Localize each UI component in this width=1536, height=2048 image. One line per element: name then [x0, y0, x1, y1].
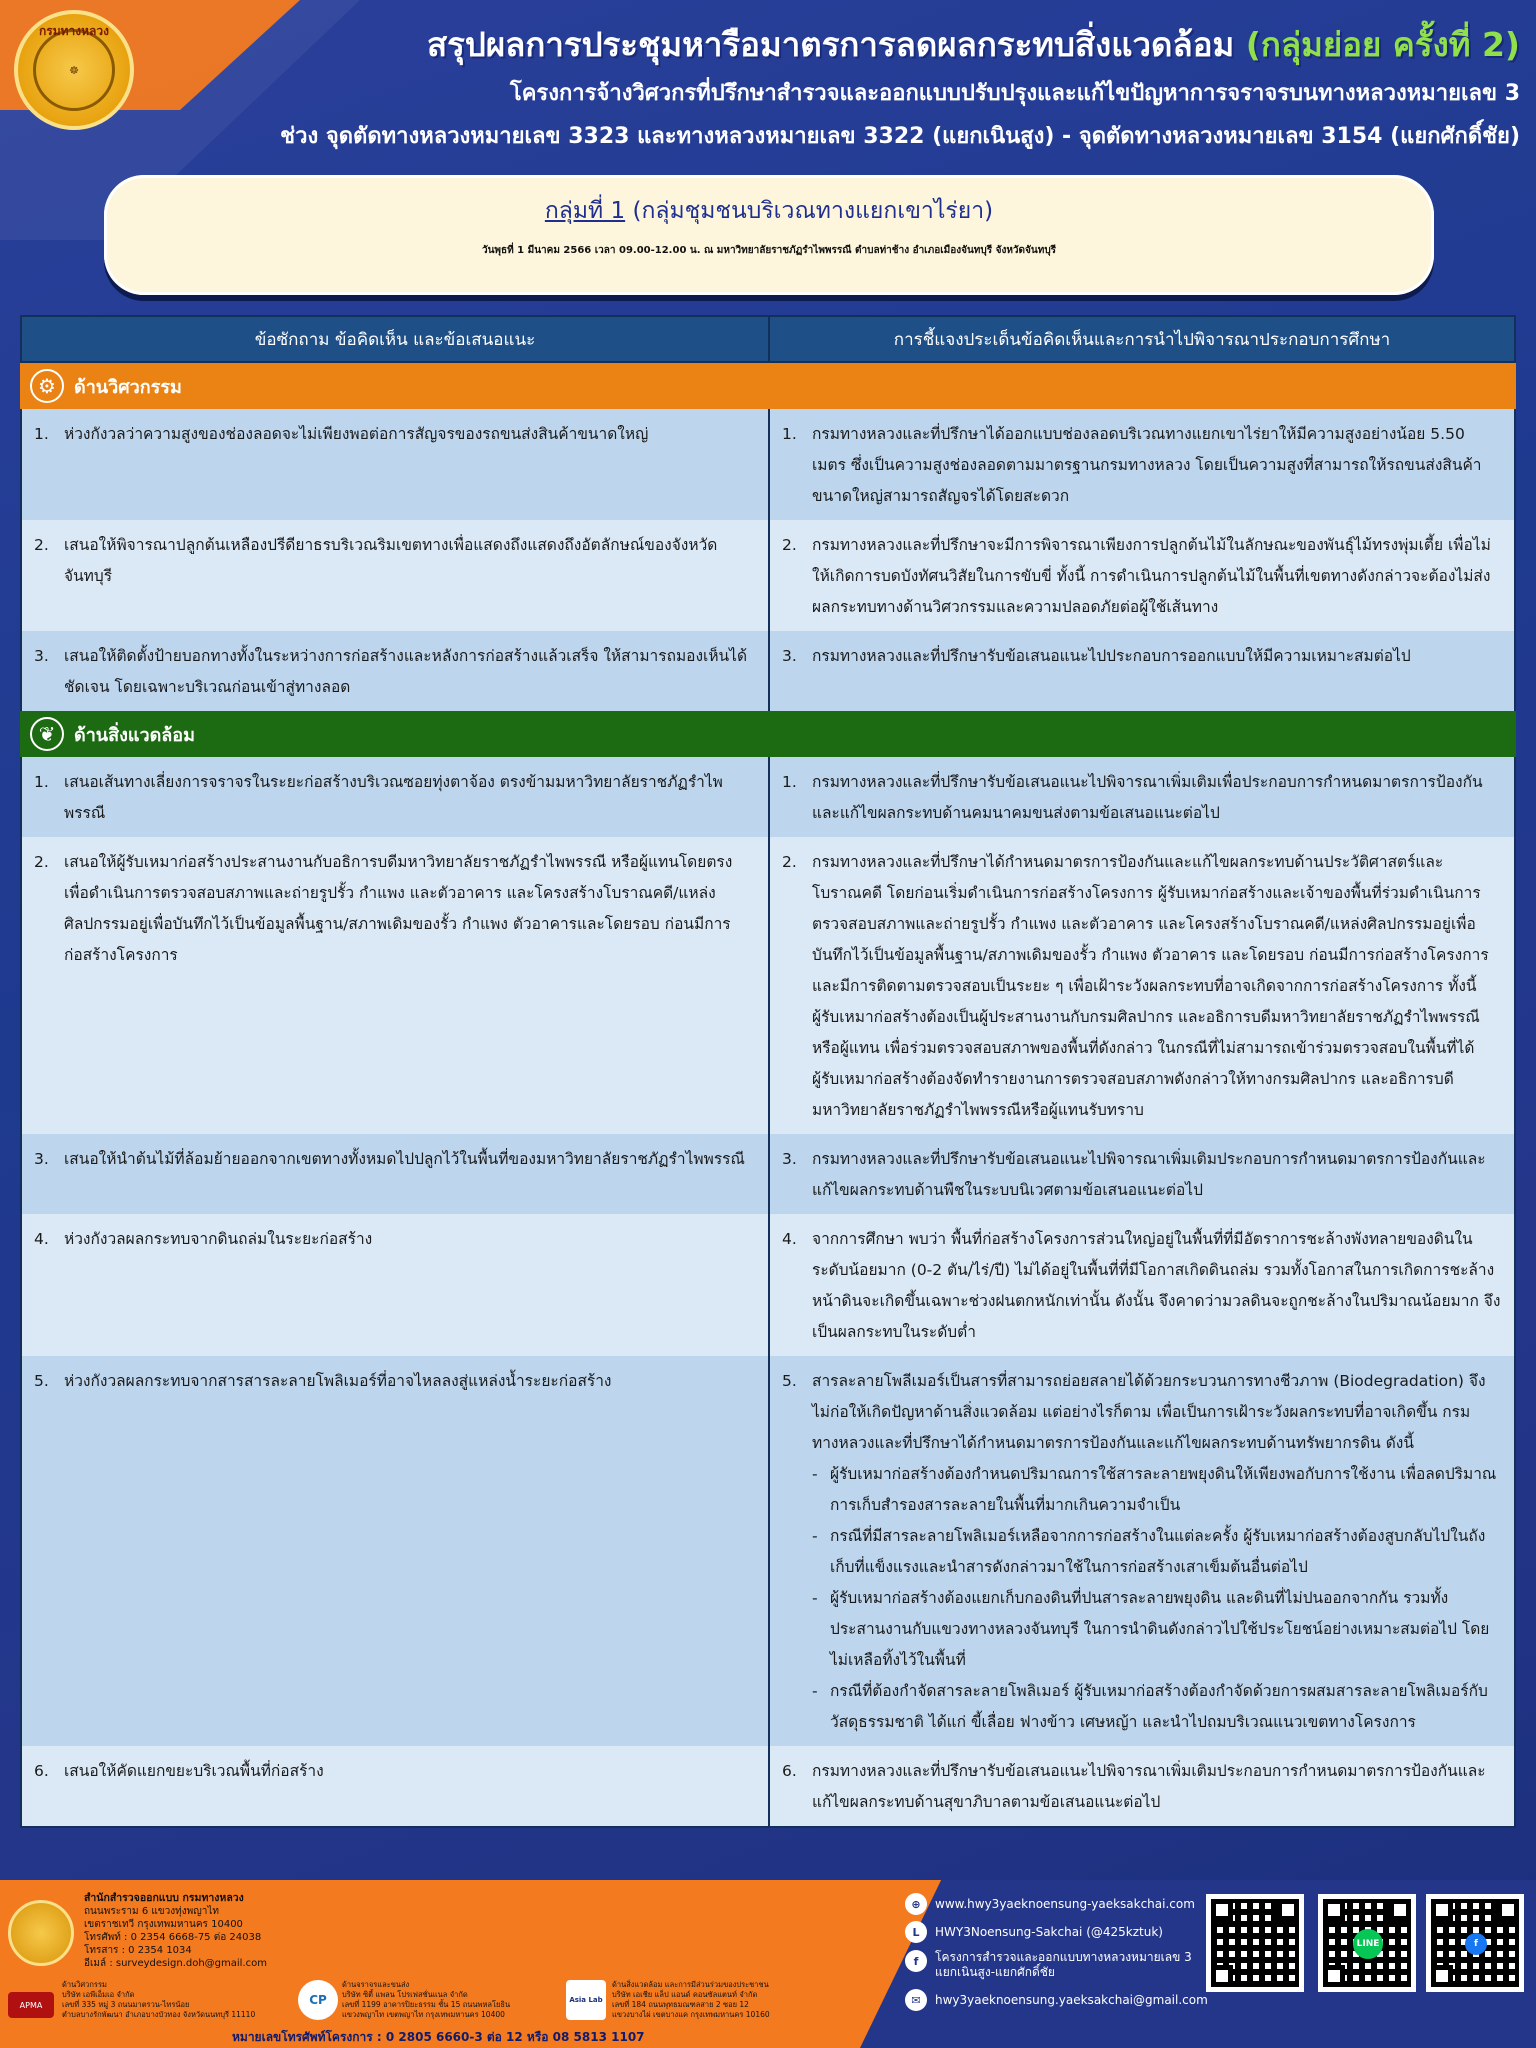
footer-org-contact: [84, 1892, 267, 1970]
qr-finder: [1211, 1899, 1233, 1921]
question-text: เสนอให้คัดแยกขยะบริเวณพื้นที่ก่อสร้าง: [64, 1762, 324, 1780]
response-text: กรมทางหลวงและที่ปรึกษารับข้อเสนอแนะไปพิจารณาเพิ่มเติมเพื่อประกอบการกำหนดมาตรการป้องกันและแก้ไขผลกระทบด้านคมนาคมขนส่งตามข้อเสนอแนะต่อไป: [812, 773, 1483, 822]
section-header: [20, 711, 1516, 757]
meeting-info-box: [104, 175, 1434, 295]
qr-finder: [1211, 1965, 1233, 1987]
question-cell: [22, 409, 768, 520]
response-cell: [768, 757, 1514, 837]
item-number: 4.: [782, 1230, 797, 1248]
question-cell: [22, 757, 768, 837]
org-line: โทรศัพท์ : 0 2354 6668-75 ต่อ 24038: [84, 1932, 262, 1943]
facebook-badge-icon: f: [1465, 1933, 1487, 1955]
item-number: 3.: [782, 1150, 797, 1168]
line-id[interactable]: HWY3Noensung-Sakchai (@425kztuk): [935, 1925, 1163, 1939]
item-number: 6.: [34, 1762, 49, 1780]
page-title: [427, 18, 1520, 71]
qr-finder: [1431, 1899, 1453, 1921]
group-label: กลุ่มที่ 1: [544, 198, 626, 224]
partner-logo-apma: APMA: [8, 1992, 54, 2018]
qr-finder: [1277, 1899, 1299, 1921]
question-cell: [22, 631, 768, 711]
question-text: ห่วงกังวลผลกระทบจากสารสารละลายโพลิเมอร์ที่อาจไหลลงสู่แหล่งน้ำระยะก่อสร้าง: [64, 1372, 612, 1390]
qr-code-line: [1318, 1894, 1416, 1992]
partner-line: แขวงบางไผ่ เขตบางแค กรุงเทพมหานคร 10160: [612, 2010, 770, 2019]
measure-text: ผู้รับเหมาก่อสร้างต้องกำหนดปริมาณการใช้สารละลายพยุงดินให้เพียงพอกับการใช้งาน เพื่อลดปริมาณการเก็บสำรองสารละลายในพื้นที่มากเกินความจำเป็น: [830, 1465, 1497, 1514]
question-cell: [22, 1746, 768, 1826]
item-number: 3.: [34, 647, 49, 665]
response-content: [812, 641, 1502, 703]
question-cell: [22, 837, 768, 1134]
title-accent: (กลุ่มย่อย ครั้งที่ 2): [1245, 25, 1520, 64]
partner-line: เลขที่ 335 หมู่ 3 ถนนมาตรวน-ไทรน้อย: [62, 2000, 190, 2009]
line-badge-icon: LINE: [1353, 1929, 1383, 1959]
response-content: [812, 1144, 1502, 1206]
email-address[interactable]: hwy3yaeknoensung.yaeksakchai@gmail.com: [935, 1993, 1208, 2007]
table-row: [20, 520, 1516, 631]
partner-logo-asialab: Asia Lab: [566, 1980, 606, 2020]
item-number: 5.: [34, 1372, 49, 1390]
question-text: เสนอให้นำต้นไม้ที่ล้อมย้ายออกจากเขตทางทั้งหมดไปปลูกไว้ในพื้นที่ของมหาวิทยาลัยราชภัฏรำไพพรรณี: [64, 1150, 745, 1168]
question-text: เสนอเส้นทางเลี่ยงการจราจรในระยะก่อสร้างบริเวณซอยทุ่งตาจ้อง ตรงข้ามมหาวิทยาลัยราชภัฏรำไพพรรณี: [64, 773, 723, 822]
section-title: ด้านสิ่งแวดล้อม: [74, 724, 195, 746]
mail-icon: ✉: [905, 1989, 927, 2011]
qr-finder: [1323, 1965, 1345, 1987]
item-number: 1.: [34, 773, 49, 791]
response-cell: [768, 520, 1514, 631]
item-number: 2.: [34, 853, 49, 871]
response-content: [812, 847, 1502, 1126]
response-cell: [768, 1134, 1514, 1214]
column-header-questions: ข้อซักถาม ข้อคิดเห็น และข้อเสนอแนะ: [254, 329, 536, 350]
response-text: จากการศึกษา พบว่า พื้นที่ก่อสร้างโครงการส่วนใหญ่อยู่ในพื้นที่ที่มีอัตราการชะล้างพังทลายของดินในระดับน้อยมาก (0-2 ตัน/ไร่/ปี) ไม่ได้อยู่ในพื้นที่ที่มีโอกาสเกิดดินถล่ม รวมทั้งโอกาสในการเกิดการชะล้างหน้าดินจะเกิดขึ้นเฉพาะช่วงฝนตกหนักเท่านั้น ดังนั้น จึงคาดว่ามวลดินจะถูกชะล้างในปริมาณน้อยมาก จึงเป็นผลกระทบในระดับต่ำ: [812, 1230, 1501, 1341]
item-number: 3.: [782, 647, 797, 665]
item-number: 2.: [782, 853, 797, 871]
section-title: ด้านวิศวกรรม: [74, 376, 182, 398]
item-number: 1.: [782, 425, 797, 443]
question-cell: [22, 1356, 768, 1746]
question-text: เสนอให้พิจารณาปลูกต้นเหลืองปรีดียาธรบริเวณริมเขตทางเพื่อแสดงถึงแสดงถึงอัตลักษณ์ของจังหวัดจันทบุรี: [64, 536, 718, 585]
measure-text: กรณีที่มีสารละลายโพลิเมอร์เหลือจากการก่อสร้างในแต่ละครั้ง ผู้รับเหมาก่อสร้างต้องสูบกลับไปในถังเก็บที่แข็งแรงและนำสารดังกล่าวมาใช้ในการก่อสร้างเสาเข็มต้นอื่นต่อไป: [830, 1527, 1486, 1576]
table-row: [20, 757, 1516, 837]
question-text: ห่วงกังวลผลกระทบจากดินถล่มในระยะก่อสร้าง: [64, 1230, 373, 1248]
table-row: [20, 409, 1516, 520]
response-text: กรมทางหลวงและที่ปรึกษาจะมีการพิจารณาเพียงการปลูกต้นไม้ในลักษณะของพันธุ์ไม้ทรงพุ่มเตี้ย เพื่อไม่ให้เกิดการบดบังทัศนวิสัยในการขับขี่ ทั้งนี้ การดำเนินการปลูกต้นไม้ในพื้นที่เขตทางดังกล่าวจะต้องไม่ส่งผลกระทบทางด้านวิศวกรรมและความปลอดภัยต่อผู้ใช้เส้นทาง: [812, 536, 1491, 616]
group-description: (กลุ่มชุมชนบริเวณทางแยกเขาไร่ยา): [625, 198, 994, 224]
bullet-dash: -: [812, 1589, 818, 1607]
org-line: โทรสาร : 0 2354 1034: [84, 1945, 192, 1956]
emblem-icon: ☸: [33, 29, 115, 111]
summary-table: [20, 315, 1516, 1828]
measure-item: [812, 1676, 1502, 1738]
facebook-contact[interactable]: [905, 1946, 1208, 1986]
partner-line: ด้านจราจรและขนส่ง: [342, 1980, 410, 1989]
item-number: 1.: [34, 425, 49, 443]
leaf-icon: ❦: [30, 717, 64, 751]
qr-finder: [1497, 1899, 1519, 1921]
partner-engineering: [62, 1980, 255, 2020]
item-number: 1.: [782, 773, 797, 791]
title-main: สรุปผลการประชุมหารือมาตรการลดผลกระทบสิ่งแวดล้อม: [427, 25, 1235, 64]
measure-item: [812, 1521, 1502, 1583]
org-line: อีเมล์ : surveydesign.doh@gmail.com: [84, 1958, 267, 1969]
header: [0, 0, 1536, 170]
table-body: [20, 363, 1516, 1826]
response-content: [812, 767, 1502, 829]
question-cell: [22, 520, 768, 631]
question-text: เสนอให้ติดตั้งป้ายบอกทางทั้งในระหว่างการก่อสร้างและหลังการก่อสร้างแล้วเสร็จ ให้สามารถมองเห็นได้ชัดเจน โดยเฉพาะบริเวณก่อนเข้าสู่ทางลอด: [64, 647, 748, 696]
group-heading: [104, 193, 1434, 229]
partner-environment: [612, 1980, 770, 2020]
partner-line: แขวงพญาไท เขตพญาไท กรุงเทพมหานคร 10400: [342, 2010, 505, 2019]
question-cell: [22, 1134, 768, 1214]
project-hotline: หมายเลขโทรศัพท์โครงการ : 0 2805 6660-3 ต่อ 12 หรือ 08 5813 1107: [232, 2030, 645, 2044]
question-text: ห่วงกังวลว่าความสูงของช่องลอดจะไม่เพียงพอต่อการสัญจรของรถขนส่งสินค้าขนาดใหญ่: [64, 425, 649, 443]
qr-finder: [1389, 1899, 1411, 1921]
partner-line: ด้านวิศวกรรม: [62, 1980, 107, 1989]
measure-list: [812, 1459, 1502, 1738]
footer: [0, 1880, 1536, 2048]
response-cell: [768, 1214, 1514, 1356]
response-cell: [768, 631, 1514, 711]
response-text: กรมทางหลวงและที่ปรึกษาได้ออกแบบช่องลอดบริเวณทางแยกเขาไร่ยาให้มีความสูงอย่างน้อย 5.50 เมตร ซึ่งเป็นความสูงช่องลอดตามมาตรฐานกรมทางหลวง โดยเป็นความสูงที่สามารถให้รถขนส่งสินค้าขนาดใหญ่สามารถสัญจรได้โดยสะดวก: [812, 425, 1482, 505]
gear-icon: ⚙: [30, 369, 64, 403]
facebook-page[interactable]: โครงการสำรวจและออกแบบทางหลวงหมายเลข 3 แยกเนินสูง-แยกศักดิ์ชัย: [935, 1950, 1192, 1979]
table-row: [20, 837, 1516, 1134]
bullet-dash: -: [812, 1465, 818, 1483]
table-row: [20, 1134, 1516, 1214]
question-text: เสนอให้ผู้รับเหมาก่อสร้างประสานงานกับอธิการบดีมหาวิทยาลัยราชภัฏรำไพพรรณี หรือผู้แทนโดยตรง เพื่อดำเนินการตรวจสอบสภาพและถ่ายรูปรั้ว กำแพง และตัวอาคาร และโครงสร้างโบราณคดี/แหล่งศิลปกรรมอยู่เพื่อบันทึกไว้เป็นข้อมูลพื้นฐาน/สภาพเดิมของรั้ว กำแพง ตัวอาคารและโดยรอบ ก่อนมีการก่อสร้างโครงการ: [64, 853, 733, 964]
response-text: สารละลายโพลีเมอร์เป็นสารที่สามารถย่อยสลายได้ด้วยกระบวนการทางชีวภาพ (Biodegradation) จึงไม่ก่อให้เกิดปัญหาด้านสิ่งแวดล้อม แต่อย่างไรก็ตาม เพื่อเป็นการเฝ้าระวังผลกระทบที่อาจเกิดขึ้น กรมทางหลวงและที่ปรึกษาได้กำหนดมาตรการป้องกันและแก้ไขผลกระทบด้านทรัพยากรดิน ดังนี้: [812, 1372, 1486, 1452]
qr-code-facebook: [1426, 1894, 1524, 1992]
section-header: [20, 363, 1516, 409]
website-contact[interactable]: [905, 1890, 1208, 1918]
org-line: ถนนพระราม 6 แขวงทุ่งพญาไท: [84, 1906, 219, 1917]
table-bottom-border: [20, 1826, 1516, 1828]
partner-line: ตำบลบางรักพัฒนา อำเภอบางบัวทอง จังหวัดนนทบุรี 11110: [62, 2010, 256, 2019]
item-number: 6.: [782, 1762, 797, 1780]
response-cell: [768, 409, 1514, 520]
email-contact[interactable]: [905, 1986, 1208, 2014]
line-contact[interactable]: [905, 1918, 1208, 1946]
item-number: 2.: [782, 536, 797, 554]
response-content: [812, 419, 1502, 512]
response-cell: [768, 1746, 1514, 1826]
column-header-responses: การชี้แจงประเด็นข้อคิดเห็นและการนำไปพิจารณาประกอบการศึกษา: [768, 317, 1514, 361]
response-cell: [768, 837, 1514, 1134]
partner-line: เลขที่ 184 ถนนพุทธมณฑลสาย 2 ซอย 12: [612, 2000, 749, 2009]
bullet-dash: -: [812, 1527, 818, 1545]
org-line: เขตราชเทวี กรุงเทพมหานคร 10400: [84, 1919, 243, 1930]
logo-text: กรมทางหลวง: [39, 24, 109, 38]
response-text: กรมทางหลวงและที่ปรึกษารับข้อเสนอแนะไปพิจารณาเพิ่มเติมประกอบการกำหนดมาตรการป้องกันและแก้ไขผลกระทบด้านสุขาภิบาลตามข้อเสนอแนะต่อไป: [812, 1762, 1486, 1811]
department-logo: [14, 10, 134, 130]
item-number: 4.: [34, 1230, 49, 1248]
line-icon: L: [905, 1921, 927, 1943]
item-number: 3.: [34, 1150, 49, 1168]
qr-finder: [1323, 1899, 1345, 1921]
item-number: 5.: [782, 1372, 797, 1390]
response-text: กรมทางหลวงและที่ปรึกษาได้กำหนดมาตรการป้องกันและแก้ไขผลกระทบด้านประวัติศาสตร์และโบราณคดี โดยก่อนเริ่มดำเนินการก่อสร้างโครงการ ผู้รับเหมาก่อสร้างและเจ้าของพื้นที่ร่วมดำเนินการตรวจสอบสภาพและถ่ายรูปรั้ว กำแพง และตัวอาคาร และโครงสร้างโบราณคดี/แหล่งศิลปกรรมอยู่เพื่อบันทึกไว้เป็นข้อมูลพื้นฐาน/สภาพเดิมของรั้ว กำแพง ตัวอาคาร และโดยรอบ ก่อนมีการก่อสร้างโครงการ และมีการติดตามตรวจสอบเป็นระยะ ๆ เพื่อเฝ้าระวังผลกระทบที่อาจเกิดจากการก่อสร้างโครงการ ทั้งนี้ ผู้รับเหมาก่อสร้างต้องเป็นผู้ประสานงานกับกรมศิลปากร และอธิการบดีมหาวิทยาลัยราชภัฏรำไพพรรณี หรือผู้แทน เพื่อร่วมตรวจสอบสภาพของพื้นที่ดังกล่าว ในกรณีที่ไม่สามารถเข้าร่วมตรวจสอบในพื้นที่ได้ ผู้รับเหมาก่อสร้างต้องจัดทำรายงานการตรวจสอบสภาพดังกล่าวให้ทางกรมศิลปากร และอธิการบดีมหาวิทยาลัยราชภัฏรำไพพรรณีหรือผู้แทนรับทราบ: [812, 853, 1489, 1119]
response-content: [812, 1224, 1502, 1348]
facebook-icon: f: [905, 1950, 927, 1972]
globe-icon: ⊕: [905, 1893, 927, 1915]
project-line-1: โครงการจ้างวิศวกรที่ปรึกษาสำรวจและออกแบบปรับปรุงและแก้ไขปัญหาการจราจรบนทางหลวงหมายเลข 3: [509, 81, 1520, 106]
partner-line: ด้านสิ่งแวดล้อม และการมีส่วนร่วมของประชาชน: [612, 1980, 769, 1989]
measure-item: [812, 1459, 1502, 1521]
response-content: [812, 530, 1502, 623]
question-cell: [22, 1214, 768, 1356]
partner-line: เลขที่ 1199 อาคารปิยะธรรม ชั้น 15 ถนนพหลโยธิน: [342, 2000, 511, 2009]
partner-line: บริษัท ซิตี้ แพลน โปรเฟสชั่นแนล จำกัด: [342, 1990, 468, 1999]
qr-finder: [1431, 1965, 1453, 1987]
item-number: 2.: [34, 536, 49, 554]
response-cell: [768, 1356, 1514, 1746]
table-row: [20, 1356, 1516, 1746]
table-row: [20, 1214, 1516, 1356]
table-row: [20, 1746, 1516, 1826]
project-line-2: ช่วง จุดตัดทางหลวงหมายเลข 3323 และทางหลวงหมายเลข 3322 (แยกเนินสูง) - จุดตัดทางหลวงหมายเลข 3154 (แยกศักดิ์ชัย): [280, 124, 1520, 149]
partner-line: บริษัท เอพีเอ็มเอ จำกัด: [62, 1990, 135, 1999]
response-content: [812, 1756, 1502, 1818]
bullet-dash: -: [812, 1682, 818, 1700]
measure-text: กรณีที่ต้องกำจัดสารละลายโพลิเมอร์ ผู้รับเหมาก่อสร้างต้องกำจัดด้วยการผสมสารละลายโพลิเมอร์กับวัสดุธรรมชาติ ได้แก่ ขี้เลื่อย ฟางข้าว เศษหญ้า และนำไปถมบริเวณแนวเขตทางโครงการ: [830, 1682, 1488, 1731]
footer-contacts: [905, 1890, 1208, 2014]
table-row: [20, 631, 1516, 711]
response-text: กรมทางหลวงและที่ปรึกษารับข้อเสนอแนะไปประกอบการออกแบบให้มีความเหมาะสมต่อไป: [812, 647, 1411, 665]
website-url[interactable]: www.hwy3yaeknoensung-yaeksakchai.com: [935, 1897, 1195, 1911]
measure-text: ผู้รับเหมาก่อสร้างต้องแยกเก็บกองดินที่ปนสารละลายพยุงดิน และดินที่ไม่ปนออกจากกัน รวมทั้งประสานงานกับแขวงทางหลวงจันทบุรี ในการนำดินดังกล่าวไปใช้ประโยชน์อย่างเหมาะสมต่อไป โดยไม่เหลือทิ้งไว้ในพื้นที่: [830, 1589, 1490, 1669]
response-content: [812, 1366, 1502, 1738]
partner-traffic: [342, 1980, 510, 2020]
measure-item: [812, 1583, 1502, 1676]
table-header: [20, 315, 1516, 363]
footer-department-logo: [8, 1900, 74, 1966]
response-text: กรมทางหลวงและที่ปรึกษารับข้อเสนอแนะไปพิจารณาเพิ่มเติมประกอบการกำหนดมาตรการป้องกันและแก้ไขผลกระทบด้านพืชในระบบนิเวศตามข้อเสนอแนะต่อไป: [812, 1150, 1486, 1199]
partner-logo-cityplan: CP: [298, 1980, 338, 2020]
qr-code-website: [1206, 1894, 1304, 1992]
partner-line: บริษัท เอเชีย แล็ป แอนด์ คอนซัลแตนท์ จำกัด: [612, 1990, 758, 1999]
meeting-datetime-venue: วันพุธที่ 1 มีนาคม 2566 เวลา 09.00-12.00 น. ณ มหาวิทยาลัยราชภัฏรำไพพรรณี ตำบลท่าช้าง อำเภอเมืองจันทบุรี จังหวัดจันทบุรี: [481, 245, 1057, 256]
org-title: สำนักสำรวจออกแบบ กรมทางหลวง: [84, 1892, 244, 1904]
